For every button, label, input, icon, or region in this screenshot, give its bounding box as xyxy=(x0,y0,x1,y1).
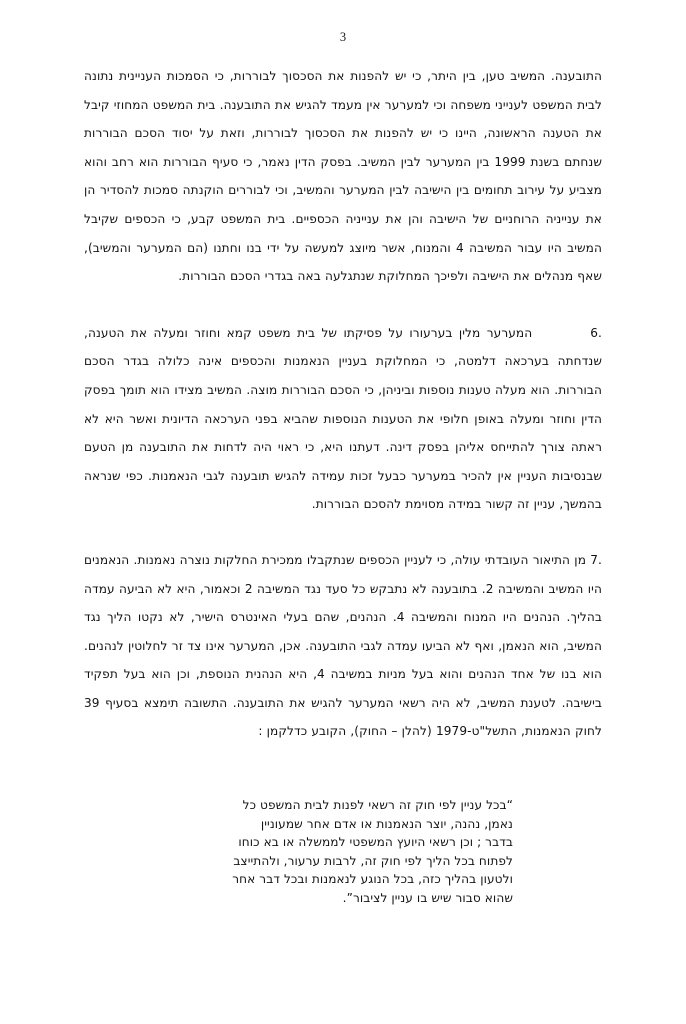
quote-line: נאמן, נהנה, יוצר הנאמנות או אדם אחר שמעוניין xyxy=(260,816,513,831)
paragraph-7: .7 מן התיאור העובדתי עולה, כי לעניין הכספים שנתקבלו ממכירת החלקות נוצרה נאמנות. הנאמנים היו המשיב והמשיבה 2. בתובענה לא נתבקש כל סעד נגד המשיבה 2 וכאמור, היא לא הביעה עמדה בהליך. הנהנים היו המנוח והמשיבה 4. הנהנים, שהם בעלי האינטרס הישיר, לא נקטו הליך נגד המשיב, הוא הנאמן, ואף לא הביעו עמדה לגבי התובענה. אכן, המערער אינו צד זר לחלוטין לנהנים. הוא בנו של אחד הנהנים והוא בעל מניות במשיבה 4, היא הנהנית הנוספת, וכן הוא בעל תפקיד בישיבה. לטענת המשיב, לא היה רשאי המערער להגיש את התובענה. התשובה תימצא בסעיף 39 לחוק הנאמנות, התשל"ט-1979 (להלן – החוק), הקובע כדלקמן : xyxy=(84,552,602,739)
paragraph-6-text: המערער מלין בערעורו על פסיקתו של בית משפט קמא וחוזר ומעלה את הטענה, שנדחתה בערכאה דלמטה, כי המחלוקת בעניין הנאמנות והכספים אינה כלולה בגדר הסכם הבוררות. הוא מעלה טענות נוספות וביניהן, כי הסכם הבוררות מוצה. המשיב מצידו הוא תומך בפסק הדין וחוזר ומעלה באופן חלופי את הטענות הנוספות שהביא בפני הערכאה הדיונית ואשר היא לא ראתה צורך להתייחס אליהן בפסק דינה. דעתנו היא, כי ראוי היה לדחות את התובענה מן הטעם שבנסיבות העניין אין להכיר במערער כבעל זכות עמידה להגיש תובענה לגבי הנאמנות. כפי שנראה בהמשך, עניין זה קשור במידה מסוימת להסכם הבוררות. xyxy=(84,325,602,512)
paragraph-6-number: .6 xyxy=(590,325,602,340)
quote-line: “בכל עניין לפי חוק זה רשאי לפנות לבית המשפט כל xyxy=(242,798,513,812)
paragraph-continued: התובענה. המשיב טען, בין היתר, כי יש להפנות את הסכסוך לבוררות, כי הסמכות העניינית נתונה לבית המשפט לענייני משפחה וכי למערער אין מעמד להגיש את התובענה. בית המשפט המחוזי קיבל את הטענה הראשונה, היינו כי יש להפנות את הסכסוך לבוררות, וזאת על יסוד הסכם הבוררות שנחתם בשנת 1999 בין המערער לבין המשיב. בפסק הדין נאמר, כי סעיף הבוררות הוא רחב והוא מצביע על עירוב תחומים בין הישיבה לבין המערער והמשיב, וכי לבוררים הוקנתה סמכות להסדיר הן את ענייניה הרוחניים של הישיבה והן את ענייניה הכספיים. בית המשפט קבע, כי הכספים שקיבל המשיב היו עבור המשיבה 4 והמנוח, אשר מיוצג למעשה על ידי בנו וחתנו (הם המערער והמשיב), שאף מנהלים את הישיבה ולפיכך המחלוקת שנתגלעה באה בגדרי הסכם הבוררות. xyxy=(84,69,602,284)
quote-line: בדבר ; וכן רשאי היועץ המשפטי לממשלה או בא כוחו xyxy=(238,835,513,850)
paragraph-spacer xyxy=(84,519,602,546)
statute-quote-block xyxy=(173,796,513,908)
paragraph-6 xyxy=(84,319,602,519)
paragraph-spacer xyxy=(84,291,602,319)
page-number: 3 xyxy=(339,30,347,44)
document-body xyxy=(84,62,602,746)
quote-line: שהוא סבור שיש בו עניין לציבור”. xyxy=(342,890,513,905)
quote-line: לפתוח בכל הליך לפי חוק זה, לרבות ערעור, ולהתייצב xyxy=(233,853,513,868)
quote-line: ולטעון בהליך כזה, בכל הנוגע לנאמנות ובכל דבר אחר xyxy=(232,872,513,887)
